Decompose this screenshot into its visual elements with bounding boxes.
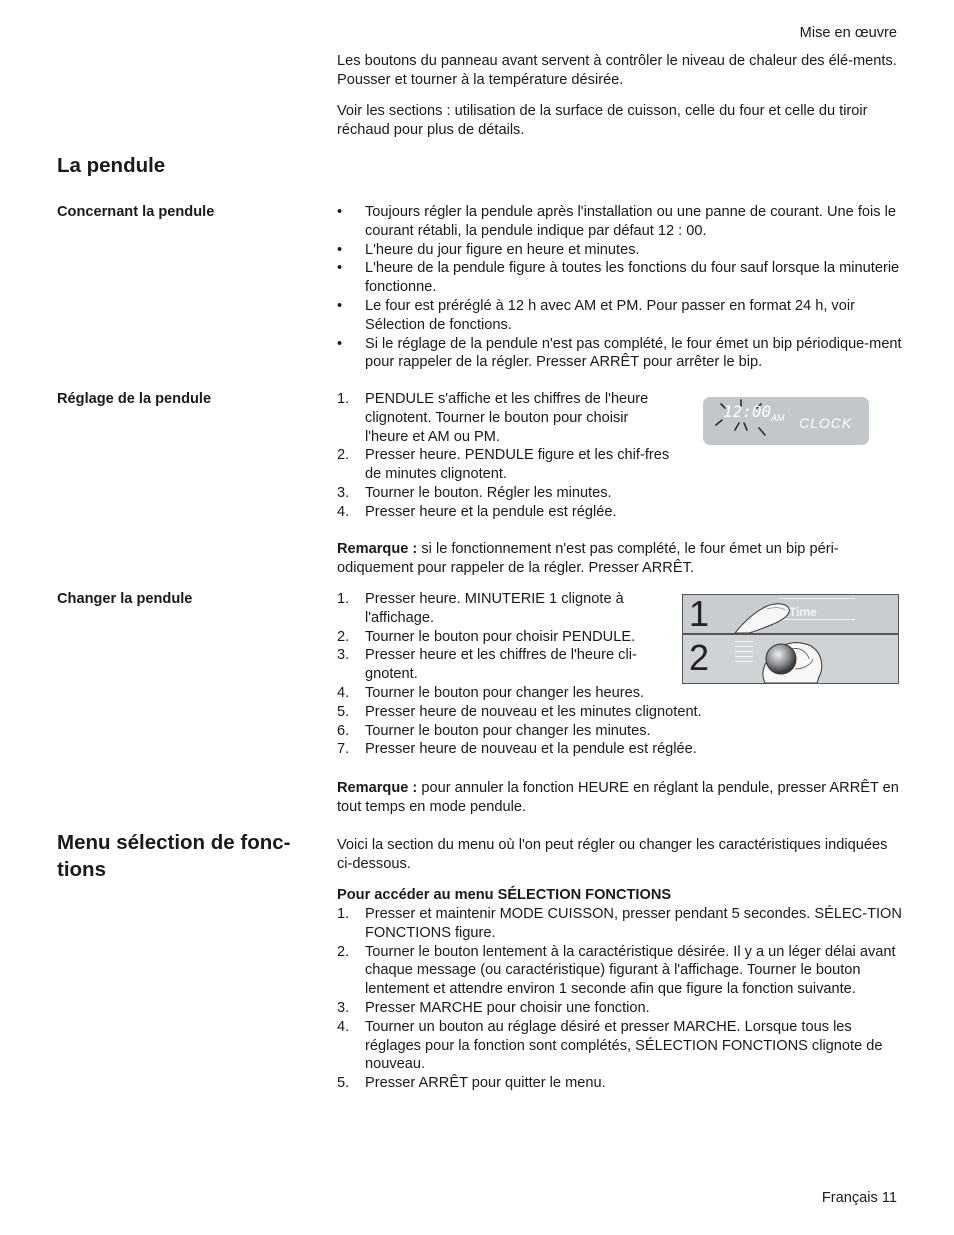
list-item: • Le four est préréglé à 12 h avec AM et PM. Pour passer en format 24 h, voir Sélection de fonctions. <box>337 297 855 333</box>
clock-ampm: AM <box>771 413 785 423</box>
bullet-icon: • <box>337 260 343 277</box>
list-item: • Toujours régler la pendule après l'installation ou une panne de courant. Une fois le courant rétabli, la pendule indique par défaut 12 : 00. <box>337 204 896 239</box>
menu-steps-list <box>337 905 902 1093</box>
list-item: 4. Presser heure et la pendule est réglée. <box>337 503 617 520</box>
list-item: 3. Tourner le bouton. Régler les minutes. <box>337 484 612 501</box>
intro-paragraph-1: Les boutons du panneau avant servent à contrôler le niveau de chaleur des élé-ments. Pousser et tourner à la température désirée. <box>337 53 897 88</box>
menu-subtitle: Pour accéder au menu SÉLECTION FONCTIONS <box>337 887 672 903</box>
bullet-icon: • <box>337 241 343 258</box>
list-item: • L'heure de la pendule figure à toutes les fonctions du four sauf lorsque la minuterie fonctionne. <box>337 260 900 296</box>
list-item: 2. Tourner le bouton lentement à la caractéristique désirée. Il y a un léger délai avant chaque message (ou caractéristique) figurant à l'affichage. Tourner le bouton lentement et attendre environ 1 seconde afin que figure la fonction suivante. <box>337 943 896 998</box>
list-item: • L'heure du jour figure en heure et minutes. <box>337 241 640 258</box>
bullet-icon: • <box>337 204 343 220</box>
page-number: Français 11 <box>821 1190 897 1206</box>
step-2-panel-illustration <box>682 634 899 684</box>
list-item: 7. Presser heure de nouveau et la pendule est réglée. <box>337 741 697 758</box>
changer-note <box>337 779 902 817</box>
reglage-steps-list <box>337 390 672 522</box>
changer-steps-list <box>337 590 702 759</box>
list-item: 4. Tourner un bouton au réglage désiré et presser MARCHE. Lorsque tous les réglages pour la fonction sont complétés, SÉLECTION FONCTIONS clignote de nouveau. <box>337 1018 883 1073</box>
subsection-label-reglage: Réglage de la pendule <box>57 391 212 407</box>
list-item: 4. Tourner le bouton pour changer les heures. <box>337 684 645 701</box>
list-item: 3. Presser heure et les chiffres de l'heure cli-gnotent. <box>337 647 637 683</box>
section-title-pendule: La pendule <box>57 154 166 177</box>
step-number-2: 2 <box>689 637 710 678</box>
hand-turning-knob-icon <box>683 635 898 683</box>
step-1-panel-illustration <box>682 594 899 634</box>
finger-press-icon <box>683 595 898 633</box>
list-item: 1. Presser heure. MINUTERIE 1 clignote à l'affichage. <box>337 591 624 626</box>
list-item: 1. PENDULE s'affiche et les chiffres de l'heure clignotent. Tourner le bouton pour choisir l'heure et AM ou PM. <box>337 391 649 445</box>
subsection-label-concernant: Concernant la pendule <box>57 204 215 220</box>
list-item: 2. Presser heure. PENDULE figure et les chif-fres de minutes clignotent. <box>337 447 670 483</box>
list-item: 2. Tourner le bouton pour choisir PENDULE. <box>337 628 636 645</box>
list-item: 5. Presser heure de nouveau et les minutes clignotent. <box>337 703 702 720</box>
bullet-icon: • <box>337 297 343 314</box>
step-number-1: 1 <box>689 594 710 634</box>
list-item: • Si le réglage de la pendule n'est pas complété, le four émet un bip périodique-ment pour rappeler de la régler. Presser ARRÊT pour arrêter le bip. <box>337 335 902 371</box>
note-label: Remarque : <box>337 780 418 796</box>
concernant-bullet-list <box>337 203 902 372</box>
note-text: pour annuler la fonction HEURE en réglant la pendule, presser ARRÊT en tout temps en mode pendule. <box>337 780 899 815</box>
clock-display-illustration <box>703 397 869 445</box>
note-label: Remarque : <box>337 541 418 557</box>
note-text: si le fonctionnement n'est pas complété, le four émet un bip péri-odiquement pour rappeler de la régler. Presser ARRÊT. <box>337 541 839 576</box>
intro-paragraph-2: Voir les sections : utilisation de la surface de cuisson, celle du four et celle du tiroir réchaud pour plus de détails. <box>337 103 868 138</box>
clock-word: CLOCK <box>799 415 853 431</box>
section-title-menu: Menu sélection de fonc-tions <box>57 831 291 881</box>
list-item: 3. Presser MARCHE pour choisir une fonction. <box>337 999 650 1016</box>
bullet-icon: • <box>337 335 343 352</box>
list-item: 1. Presser et maintenir MODE CUISSON, presser pendant 5 secondes. SÉLEC-TION FONCTIONS figure. <box>337 906 902 941</box>
list-item: 6. Tourner le bouton pour changer les minutes. <box>337 722 651 739</box>
running-header: Mise en œuvre <box>799 25 897 41</box>
time-button-label: Time <box>789 605 817 619</box>
clock-digits: 12:00 <box>723 402 772 421</box>
reglage-note <box>337 540 902 578</box>
list-item: 5. Presser ARRÊT pour quitter le menu. <box>337 1075 606 1092</box>
subsection-label-changer: Changer la pendule <box>57 591 193 607</box>
menu-intro: Voici la section du menu où l'on peut régler ou changer les caractéristiques indiquées ci-dessous. <box>337 837 888 872</box>
